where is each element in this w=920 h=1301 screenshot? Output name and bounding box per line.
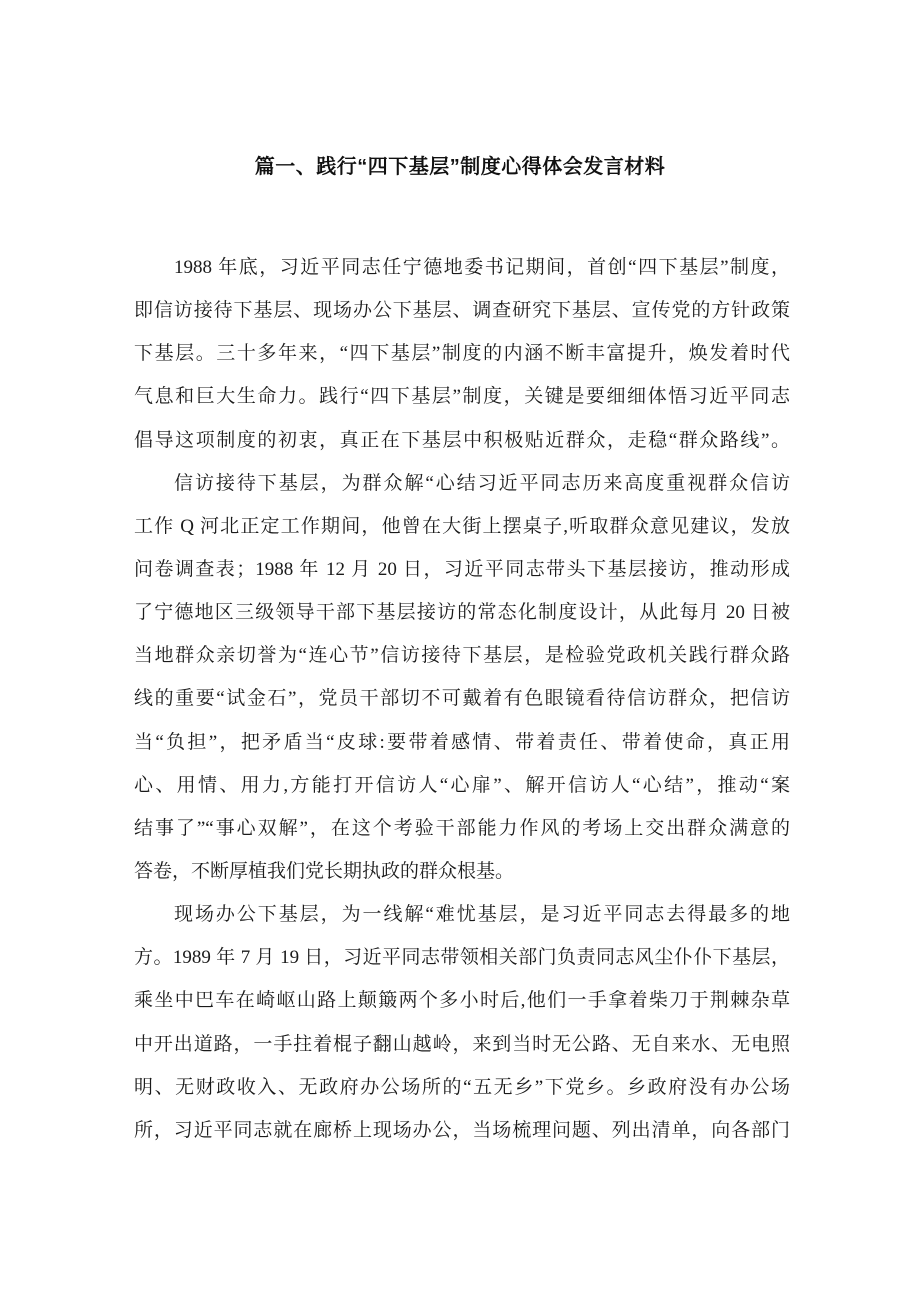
document-body [134, 246, 790, 1152]
paragraph [134, 462, 790, 893]
text-line: 1988 年底，习近平同志任宁德地委书记期间，首创“四下基层”制度， [174, 257, 790, 278]
text-line: 信访接待下基层，为群众解“心结习近平同志历来高度重视群众信访 [174, 472, 790, 494]
text-line: 当“负担”，把矛盾当“皮球:要带着感情、带着责任、带着使命，真正用 [134, 731, 790, 753]
text-line: 明、无财政收入、无政府办公场所的“五无乡”下党乡。乡政府没有办公场 [134, 1076, 790, 1098]
text-line: 中开出道路，一手拄着棍子翻山越岭，来到当时无公路、无自来水、无电照 [134, 1033, 790, 1055]
text-line: 下基层。三十多年来，“四下基层”制度的内涵不断丰富提升，焕发着时代 [134, 343, 790, 365]
text-line: 乘坐中巴车在崎岖山路上颠簸两个多小时后,他们一手拿着柴刀于荆棘杂草 [134, 990, 790, 1012]
text-line: 方。1989 年 7 月 19 日，习近平同志带领相关部门负责同志风尘仆仆下基层， [134, 947, 790, 969]
paragraph [134, 246, 790, 462]
text-line: 现场办公下基层，为一线解“难忧基层，是习近平同志去得最多的地 [174, 904, 790, 926]
text-line: 结事了”“事心双解”，在这个考验干部能力作风的考场上交出群众满意的 [134, 817, 790, 839]
text-line: 线的重要“试金石”，党员干部切不可戴着有色眼镜看待信访群众，把信访 [134, 688, 790, 710]
text-line: 答卷，不断厚植我们党长期执政的群众根基。 [134, 860, 515, 882]
text-line: 问卷调查表；1988 年 12 月 20 日，习近平同志带头下基层接访，推动形成 [134, 558, 790, 580]
text-line: 心、用情、用力,方能打开信访人“心扉”、解开信访人“心结”，推动“案 [134, 774, 790, 796]
document-title: 篇一、践行“四下基层”制度心得体会发言材料 [254, 156, 666, 178]
text-line: 倡导这项制度的初衷，真正在下基层中积极贴近群众，走稳“群众路线”。 [134, 429, 790, 451]
paragraph [134, 893, 790, 1152]
text-line: 所，习近平同志就在廊桥上现场办公，当场梳理问题、列出清单，向各部门 [134, 1119, 790, 1141]
text-line: 工作 Q 河北正定工作期间，他曾在大街上摆桌子,听取群众意见建议，发放 [134, 515, 790, 537]
text-line: 即信访接待下基层、现场办公下基层、调查研究下基层、宣传党的方针政策 [134, 300, 790, 322]
text-line: 当地群众亲切誉为“连心节”信访接待下基层，是检验党政机关践行群众路 [134, 645, 790, 667]
text-line: 了宁德地区三级领导干部下基层接访的常态化制度设计，从此每月 20 日被 [134, 602, 790, 624]
text-line: 气息和巨大生命力。践行“四下基层”制度，关键是要细细体悟习近平同志 [134, 386, 790, 408]
